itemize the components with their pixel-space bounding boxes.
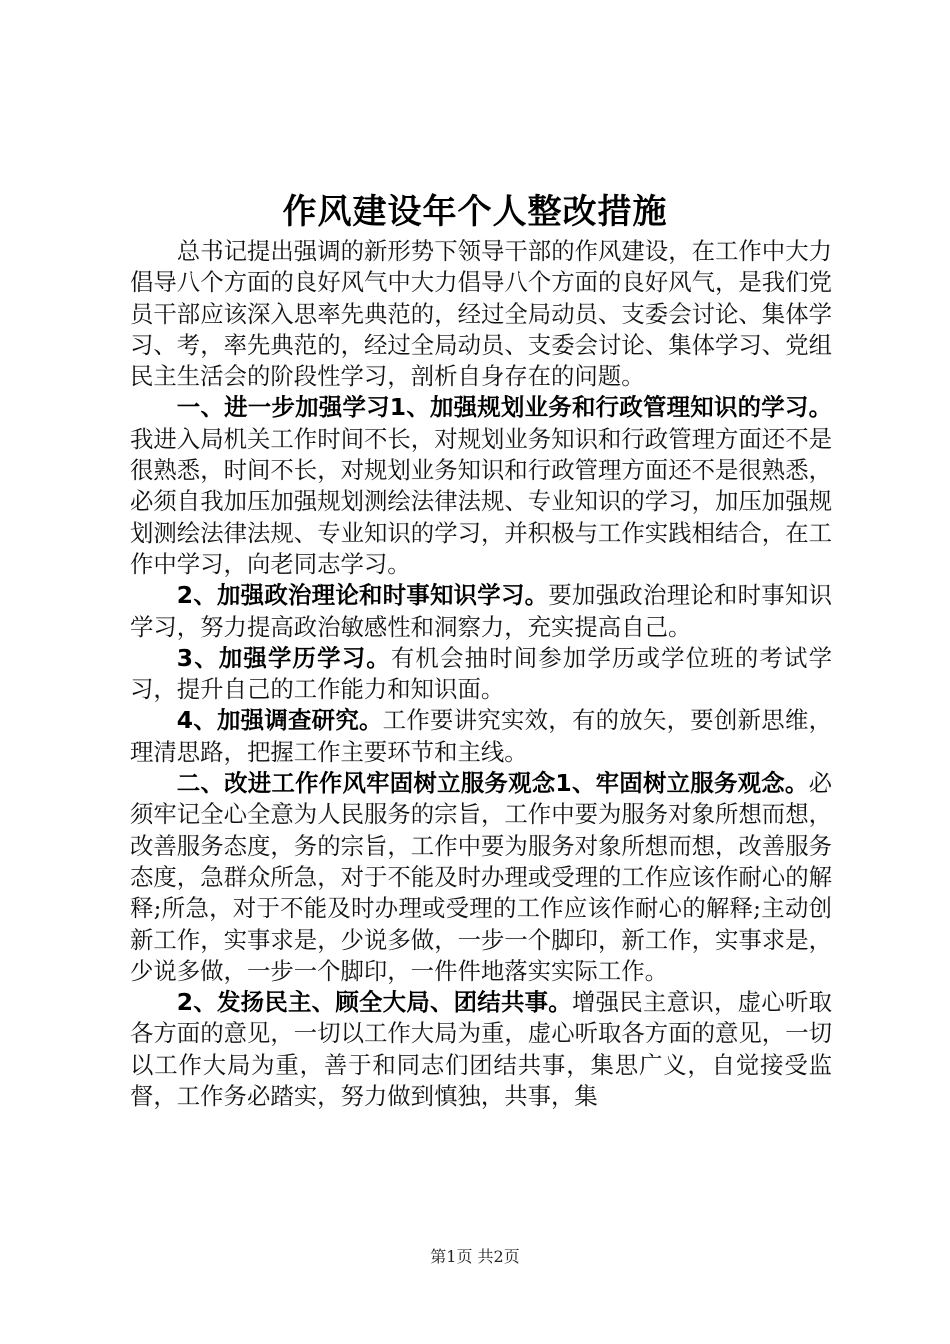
paragraph-7 (130, 987, 832, 1112)
document-title: 作风建设年个人整改措施 (282, 192, 668, 232)
paragraph-7-heading: 2、发扬民主、顾全大局、团结共事。 (176, 988, 572, 1017)
paragraph-2 (130, 392, 832, 580)
document-body (130, 236, 832, 1112)
paragraph-6 (130, 768, 832, 987)
paragraph-3-text: 要加强政治理论和时事知识学习，努力提高政治敏感性和洞察力，充实提高自己。 (130, 581, 833, 641)
paragraph-4 (130, 643, 832, 706)
paragraph-5 (130, 705, 832, 768)
paragraph-3-heading: 2、加强政治理论和时事知识学习。 (176, 581, 549, 610)
paragraph-2-text: 我进入局机关工作时间不长，对规划业务知识和行政管理方面还不是很熟悉，时间不长，对规划业务知识和行政管理方面还不是很熟悉，必须自我加压加强规划测绘法律法规、专业知识的学习，加压加强规划测绘法律法规、专业知识的学习，并积极与工作实践相结合，在工作中学习，向老同志学习。 (130, 424, 832, 578)
paragraph-5-text: 工作要讲究实效，有的放矢，要创新思维，理清思路，把握工作主要环节和主线。 (130, 706, 832, 766)
paragraph-6-text: 必须牢记全心全意为人民服务的宗旨，工作中要为服务对象所想而想，改善服务态度，务的宗旨，工作中要为服务对象所想而想，改善服务态度，急群众所急，对于不能及时办理或受理的工作应该作耐心的解释;所急，对于不能及时办理或受理的工作应该作耐心的解释;主动创新工作，实事求是，少说多做，一步一个脚印，新工作，实事求是，少说多做，一步一个脚印，一件件地落实实际工作。 (130, 769, 832, 985)
paragraph-4-text: 有机会抽时间参加学历或学位班的考试学习，提升自己的工作能力和知识面。 (130, 643, 833, 704)
paragraph-5-heading: 4、加强调查研究。 (176, 706, 383, 735)
paragraph-1-text: 总书记提出强调的新形势下领导干部的作风建设，在工作中大力倡导八个方面的良好风气中大力倡导八个方面的良好风气，是我们党员干部应该深入思率先典范的，经过全局动员、支委会讨论、集体学习、考，率先典范的，经过全局动员、支委会讨论、集体学习、党组民主生活会的阶段性学习，剖析自身存在的问题。 (130, 237, 832, 391)
paragraph-7-text: 增强民主意识，虚心听取各方面的意见，一切以工作大局为重，虚心听取各方面的意见，一切以工作大局为重，善于和同志们团结共事，集思广义，自觉接受监督，工作务必踏实，努力做到慎独，共事，集 (130, 988, 832, 1111)
paragraph-1 (130, 236, 832, 392)
paragraph-3 (130, 580, 832, 643)
paragraph-2-heading: 一、进一步加强学习1、加强规划业务和行政管理知识的学习。 (176, 393, 832, 422)
page-number-footer: 第1页 共2页 (430, 1247, 520, 1266)
paragraph-4-heading: 3、加强学历学习。 (176, 643, 391, 672)
paragraph-6-heading: 二、改进工作作风牢固树立服务观念1、牢固树立服务观念。 (176, 769, 809, 798)
